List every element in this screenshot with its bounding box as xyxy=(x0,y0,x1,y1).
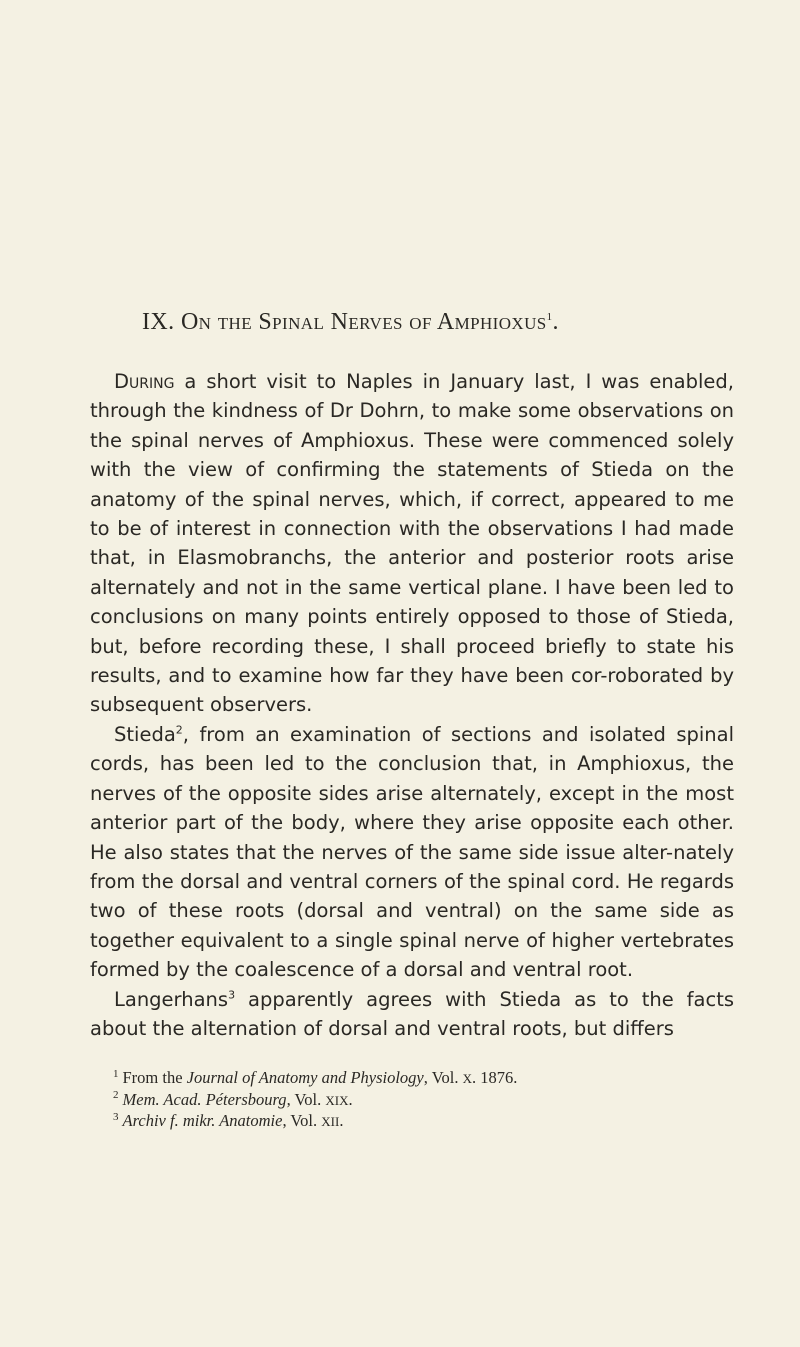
footnote-ref-3: 3 xyxy=(228,988,236,1002)
paragraph-2-text: , from an examination of sections and isolated spinal cords, has been led to the conclusion that, in Amphioxus, the nerves of the opposite sides arise alternately, except in the most anterior part of the body, where they arise opposite each other. He also states that the nerves of the same side issue alter-nately from the dorsal and ventral corners of the spinal cord. He regards two of these roots (dorsal and ventral) on the same side as together equivalent to a single spinal nerve of higher vertebrates formed by the coalescence of a dorsal and ventral root. xyxy=(90,722,734,982)
footnote-3-volume: XII xyxy=(321,1114,340,1129)
heading-period: . xyxy=(552,309,559,335)
paragraph-2-name: Stieda xyxy=(114,722,176,746)
footnote-3-mark: 3 xyxy=(113,1110,119,1123)
paragraph-1-text: a short visit to Naples in January last, I was enabled, through the kindness of Dr Dohrn, to make some observations on the spinal nerves of Amphioxus. These were commenced solely with the view of confirming the statements of Stieda on the anatomy of the spinal nerves, which, if correct, appeared to me to be of interest in connection with the observations I had made that, in Elasmobranchs, the anterior and posterior roots arise alternately and not in the same vertical plane. I have been led to conclusions on many points entirely opposed to those of Stieda, but, before recording these, I shall proceed briefly to state his results, and to examine how far they have been cor-roborated by subsequent observers. xyxy=(90,370,734,717)
paragraph-3 xyxy=(90,985,734,1044)
heading-word-the: THE xyxy=(217,314,253,333)
footnote-2-title: Mem. Acad. Pétersbourg xyxy=(122,1089,287,1109)
heading-footnote-ref: 1 xyxy=(546,311,553,323)
chapter-numeral: IX. xyxy=(142,309,175,335)
footnote-ref-2: 2 xyxy=(175,723,183,737)
footnote-2-volume: XIX xyxy=(325,1092,349,1108)
body-text xyxy=(90,367,734,1043)
footnote-3-vol-label: , Vol. xyxy=(282,1111,322,1130)
footnote-3 xyxy=(113,1111,733,1133)
heading-word-amphioxus: AMPHIOXUS xyxy=(436,309,547,335)
footnote-1-year: . 1876. xyxy=(471,1068,518,1087)
heading-word-of: OF xyxy=(409,314,432,333)
footnote-2-end: . xyxy=(348,1089,353,1109)
paragraph-3-name: Langerhans xyxy=(114,987,229,1011)
footnote-3-end: . xyxy=(339,1111,344,1130)
heading-word-spinal: SPINAL xyxy=(258,309,325,335)
paragraph-1-lead: During xyxy=(114,370,175,393)
heading-word-on: ON xyxy=(180,309,212,335)
footnote-2 xyxy=(113,1090,733,1112)
footnote-1 xyxy=(113,1068,733,1090)
paragraph-1 xyxy=(90,367,734,720)
footnote-1-prefix: From the xyxy=(122,1068,187,1087)
footnotes xyxy=(113,1068,733,1133)
footnote-1-title: Journal of Anatomy and Physiology xyxy=(186,1068,424,1087)
footnote-2-mark: 2 xyxy=(113,1089,119,1101)
paragraph-2 xyxy=(90,720,734,985)
footnote-1-vol-label: , Vol. xyxy=(423,1068,463,1087)
footnote-1-mark: 1 xyxy=(113,1067,119,1080)
chapter-heading xyxy=(142,309,762,336)
paragraph-3-text: apparently agrees with Stieda as to the facts about the alternation of dorsal and ventral roots, but differs xyxy=(90,987,734,1040)
footnote-1-volume: X xyxy=(462,1071,472,1086)
heading-word-nerves: NERVES xyxy=(330,309,403,335)
footnote-3-title: Archiv f. mikr. Anatomie xyxy=(122,1111,283,1130)
footnote-2-vol-label: , Vol. xyxy=(286,1089,326,1109)
